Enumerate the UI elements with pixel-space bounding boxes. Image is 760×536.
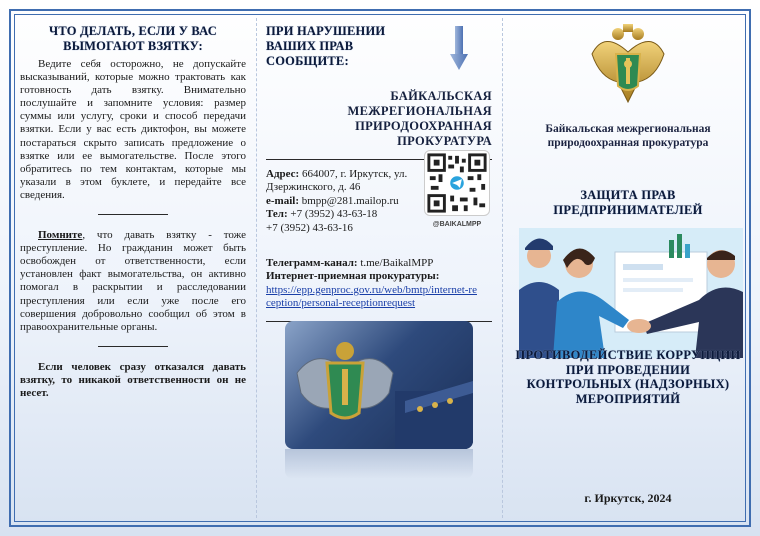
remember-word: Помните	[38, 229, 83, 242]
agency-name: БАЙКАЛЬСКАЯ МЕЖРЕГИОНАЛЬНАЯ ПРИРОДООХРАННАЯ ПРОКУРАТУРА	[347, 89, 492, 148]
divider	[98, 214, 168, 215]
emblem-photo-icon	[285, 321, 473, 449]
title-protect-rights: ЗАЩИТА ПРАВ ПРЕДПРИНИМАТЕЛЕЙ	[553, 188, 703, 217]
right-panel	[512, 18, 744, 518]
prosecutor-emblem-photo	[285, 321, 473, 449]
handshake-illustration-icon	[519, 228, 743, 358]
phone-value-2[interactable]: +7 (3952) 43-63-16	[266, 221, 353, 234]
address-value: 664007, г. Иркутск, ул. Дзержинского, д. 46	[266, 168, 408, 194]
city-year: г. Иркутск, 2024	[584, 491, 672, 505]
left-panel	[20, 18, 246, 518]
reception-label-text: Интернет-приемная прокуратуры:	[266, 270, 440, 283]
left-heading: ЧТО ДЕЛАТЬ, ЕСЛИ У ВАС ВЫМОГАЮТ ВЗЯТКУ:	[49, 24, 217, 53]
telegram-line	[266, 257, 492, 270]
photo-reflection	[285, 449, 473, 479]
phone-value-1[interactable]: +7 (3952) 43-63-18	[287, 208, 378, 221]
online-contacts	[266, 257, 492, 311]
fold-line-2	[502, 18, 503, 518]
qr-code-icon[interactable]	[424, 150, 490, 216]
middle-panel	[266, 18, 492, 518]
email-value[interactable]: bmpp@281.mailop.ru	[298, 194, 399, 207]
reception-label	[266, 270, 492, 283]
email-line	[266, 195, 416, 208]
fold-line-1	[256, 18, 257, 518]
email-label: e-mail:	[266, 194, 299, 207]
business-handshake-illustration	[519, 228, 743, 358]
address-line	[266, 168, 416, 195]
organization-name: Байкальская межрегиональная природоохранная прокуратура	[545, 123, 711, 149]
contacts-block	[266, 168, 416, 235]
telegram-label: Телеграмм-канал:	[266, 257, 358, 270]
address-label: Адрес:	[266, 168, 300, 180]
remember-text: , что давать взятку - тоже преступление. Но гражданин может быть освобожден от ответственности, если установлен факт вымогательства, он активно помогал в раскрытии и расследовании преступления или если уже после его совершения добровольно сообщил об этом в правоохранительные органы.	[20, 229, 246, 333]
remember-paragraph	[20, 229, 246, 334]
phone-label: Тел:	[266, 208, 288, 221]
middle-heading: ПРИ НАРУШЕНИИ ВАШИХ ПРАВ СООБЩИТЕ:	[266, 24, 386, 68]
eagle-emblem-icon	[590, 24, 666, 114]
telegram-link[interactable]: t.me/BaikalMPP	[357, 257, 434, 270]
advice-paragraph: Ведите себя осторожно, не допускайте высказываний, которые можно трактовать как готовность дать взятку. Внимательно послушайте и запомните условия: размер суммы или услугу, сроки и способ передачи взятки. Если у вас есть диктофон, вы можете постараться скрыто записать предложение о взятке или ее вымогательстве. После этого обратитесь по тем контактам, которые мы указали в этом буклете, и передайте все сведения.	[20, 58, 246, 201]
down-arrow-icon	[450, 26, 468, 72]
divider	[98, 346, 168, 347]
phone-line	[266, 208, 416, 221]
refusal-paragraph: Если человек сразу отказался давать взятку, то никакой ответственности он не несет.	[20, 360, 246, 399]
title-anti-corruption: ПРОТИВОДЕЙСТВИЕ КОРРУПЦИИ ПРИ ПРОВЕДЕНИИ КОНТРОЛЬНЫХ (НАДЗОРНЫХ) МЕРОПРИЯТИЙ	[515, 348, 741, 406]
reception-link[interactable]: https://epp.genproc.gov.ru/web/bmtp/internet-reception/personal-receptionrequest	[266, 283, 477, 310]
qr-caption: @BAIKALMPP	[432, 221, 482, 228]
